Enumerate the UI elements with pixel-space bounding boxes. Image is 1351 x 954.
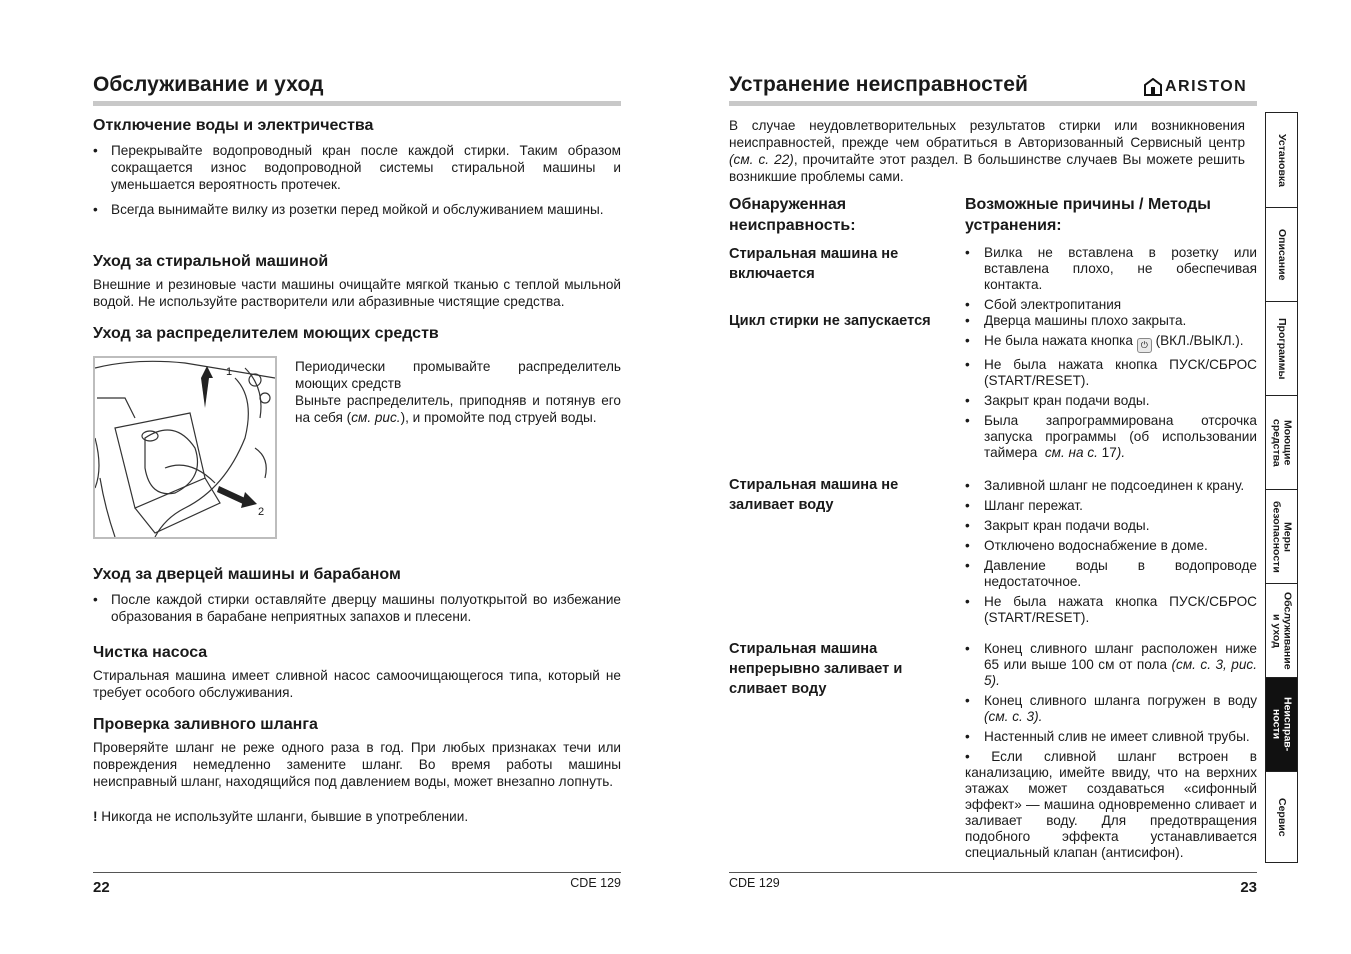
cause-item: • Закрыт кран подачи воды. bbox=[965, 393, 1257, 409]
fault-label: Стиральная машина не заливает воду bbox=[729, 477, 899, 513]
section-pump bbox=[93, 644, 621, 701]
tab-service[interactable] bbox=[1266, 772, 1297, 862]
warning-text bbox=[93, 808, 621, 825]
text-part: ), и промойте под струей воды. bbox=[400, 410, 597, 425]
title-rule bbox=[729, 101, 1257, 106]
bullet-item: • После каждой стирки оставляйте дверцу машины полуоткрытой во избежание образования в барабане неприятных запахов и плесени. bbox=[93, 591, 621, 625]
page-title: Обслуживание и уход bbox=[93, 73, 324, 96]
cause-item bbox=[965, 333, 1257, 353]
section-tabs bbox=[1265, 112, 1298, 863]
dispenser-drawing-icon bbox=[95, 358, 275, 537]
dispenser-text bbox=[295, 358, 621, 426]
section-text: Внешние и резиновые части машины очищайте мягкой тканью с теплой мыльной водой. Не используйте растворители или абразивные чистящие средства. bbox=[93, 277, 621, 309]
cause-text: Конец сливного шланг расположен ниже 65 или выше 100 см от пола bbox=[984, 641, 1257, 672]
cause-text: Была запрограммирована отсрочка запуска программы (об использовании таймера bbox=[984, 413, 1257, 460]
cause-item: • Не была нажата кнопка ПУСК/СБРОС (START/RESET). bbox=[965, 357, 1257, 389]
tab-installation[interactable] bbox=[1266, 113, 1297, 208]
causes-list bbox=[965, 245, 1257, 317]
fault-label: Стиральная машина не включается bbox=[729, 246, 899, 282]
fault-label: Стиральная машина непрерывно заливает и сливает воду bbox=[729, 641, 903, 697]
bullet-item: • Перекрывайте водопроводный кран после каждой стирки. Таким образом сокращается износ водопроводной системы стиральной машины и уменьшается вероятность протечек. bbox=[93, 142, 621, 193]
text-part: Выньте распределитель, приподняв и потянув его на себя ( bbox=[295, 393, 621, 425]
causes-list bbox=[965, 641, 1257, 865]
model-label: CDE 129 bbox=[729, 876, 780, 890]
section-water-electricity bbox=[93, 117, 621, 218]
section-text: Стиральная машина имеет сливной насос самоочищающегося типа, который не требует особого обслуживания. bbox=[93, 668, 621, 700]
power-button-icon: ⏻ bbox=[1137, 338, 1152, 353]
section-machine-care bbox=[93, 253, 621, 310]
dispenser-text-1: Периодически промывайте распределитель моющих средств bbox=[295, 359, 621, 391]
brand-logo bbox=[1144, 78, 1247, 96]
section-heading: Уход за стиральной машиной bbox=[93, 253, 329, 270]
section-heading: Проверка заливного шланга bbox=[93, 716, 318, 733]
footer-rule bbox=[93, 872, 621, 873]
tab-label: Обслуживание и уход bbox=[1270, 591, 1294, 670]
column-header-causes: Возможные причины / Методы устранения: bbox=[965, 196, 1211, 234]
model-label: CDE 129 bbox=[570, 876, 621, 890]
page-number: 22 bbox=[93, 879, 110, 896]
dispenser-figure bbox=[93, 356, 277, 539]
cause-item: • Настенный слив не имеет сливной трубы. bbox=[965, 729, 1257, 745]
section-heading: Отключение воды и электричества bbox=[93, 117, 374, 134]
tab-label: Меры безопасности bbox=[1270, 500, 1294, 573]
tab-safety[interactable] bbox=[1266, 490, 1297, 584]
cause-item: • Не была нажата кнопка ПУСК/СБРОС (START/RESET). bbox=[965, 594, 1257, 626]
cause-item: • Давление воды в водопроводе недостаточное. bbox=[965, 558, 1257, 590]
tab-description[interactable] bbox=[1266, 208, 1297, 302]
section-heading: Чистка насоса bbox=[93, 644, 208, 661]
section-door-drum bbox=[93, 566, 621, 625]
page-ref: (см. с. 3, рис. 5). bbox=[984, 657, 1257, 688]
cause-text: Не была нажата кнопка bbox=[984, 333, 1133, 348]
button-label: (ВКЛ./ВЫКЛ.). bbox=[1155, 333, 1244, 348]
cause-item: • Шланг пережат. bbox=[965, 498, 1257, 514]
page-ref: (см. с. 22) bbox=[729, 152, 794, 167]
intro-text bbox=[729, 117, 1245, 185]
cause-item: • Сбой электропитания bbox=[965, 297, 1257, 313]
ariston-logo-icon bbox=[1144, 78, 1162, 96]
warning-icon: ! bbox=[93, 809, 98, 824]
footer-rule bbox=[729, 872, 1257, 873]
cause-item bbox=[965, 641, 1257, 689]
page-ref-number: 17 bbox=[1101, 445, 1117, 460]
tab-label: Моющие средства bbox=[1270, 418, 1294, 467]
fault-label: Цикл стирки не запускается bbox=[729, 313, 931, 329]
cause-item: • Закрыт кран подачи воды. bbox=[965, 518, 1257, 534]
text-tail: ). bbox=[1116, 445, 1126, 460]
bullet-item: • Всегда вынимайте вилку из розетки перед мойкой и обслуживанием машины. bbox=[93, 201, 621, 218]
tab-label: Описание bbox=[1276, 228, 1288, 281]
text-part: В случае неудовлетворительных результатов стирки или возникновения неисправностей, прежде чем обратиться в Авторизованный Сервисный центр bbox=[729, 118, 1245, 150]
left-page bbox=[93, 0, 621, 954]
tab-detergents[interactable] bbox=[1266, 396, 1297, 490]
cause-text: Конец сливного шланга погружен в воду bbox=[984, 693, 1257, 708]
tab-label: Программы bbox=[1276, 317, 1288, 380]
cause-item: • Заливной шланг не подсоединен к крану. bbox=[965, 478, 1257, 494]
cause-item: • Вилка не вставлена в розетку или вставлена плохо, не обеспечивая контакта. bbox=[965, 245, 1257, 293]
tab-maintenance[interactable] bbox=[1266, 584, 1297, 678]
cause-item: • Если сливной шланг встроен в канализацию, имейте ввиду, что на верхних этажах может создаваться «сифонный эффект» — машина одновременно сливает и заливает воду. Для предотвращения подобного эффекта устанавливается специальный клапан (антисифон). bbox=[965, 749, 1257, 860]
page-ref: (см. с. 3). bbox=[984, 709, 1043, 724]
figure-label: 2 bbox=[258, 506, 265, 518]
title-rule bbox=[93, 101, 621, 106]
section-dispenser-heading bbox=[93, 325, 621, 343]
text-part: , прочитайте этот раздел. В большинстве случаев Вы можете решить возникшие проблемы сами. bbox=[729, 152, 1245, 184]
cause-item: • Дверца машины плохо закрыта. bbox=[965, 313, 1257, 329]
dispenser-text-2 bbox=[295, 392, 621, 426]
tab-label: Неисправ- ности bbox=[1270, 697, 1294, 752]
figure-ref: см. рис. bbox=[351, 410, 401, 425]
page-title: Устранение неисправностей bbox=[729, 73, 1029, 96]
cause-item: • Отключено водоснабжение в доме. bbox=[965, 538, 1257, 554]
section-heading: Уход за распределителем моющих средств bbox=[93, 325, 439, 342]
cause-item bbox=[965, 693, 1257, 725]
right-page bbox=[729, 0, 1257, 954]
tab-label: Установка bbox=[1276, 133, 1288, 187]
logo-text: ARISTON bbox=[1165, 78, 1248, 95]
page-number: 23 bbox=[1240, 879, 1257, 896]
column-header-fault: Обнаруженная неисправность: bbox=[729, 196, 856, 234]
page-ref: см. на с. bbox=[1044, 445, 1098, 460]
section-hose bbox=[93, 716, 621, 825]
cause-item bbox=[965, 413, 1257, 461]
tab-programs[interactable] bbox=[1266, 302, 1297, 396]
figure-label: 1 bbox=[226, 366, 233, 378]
tab-label: Сервис bbox=[1276, 797, 1288, 837]
section-text: Проверяйте шланг не реже одного раза в год. При любых признаках течи или повреждения немедленно замените шланг. Во время работы машины неисправный шланг, находящийся под давлением воды, может внезапно лопнуть. bbox=[93, 740, 621, 789]
warning-message: Никогда не используйте шланги, бывшие в употреблении. bbox=[97, 809, 469, 824]
section-heading: Уход за дверцей машины и барабаном bbox=[93, 566, 401, 583]
causes-list bbox=[965, 478, 1257, 630]
causes-list bbox=[965, 313, 1257, 465]
tab-troubleshooting[interactable] bbox=[1266, 678, 1297, 772]
